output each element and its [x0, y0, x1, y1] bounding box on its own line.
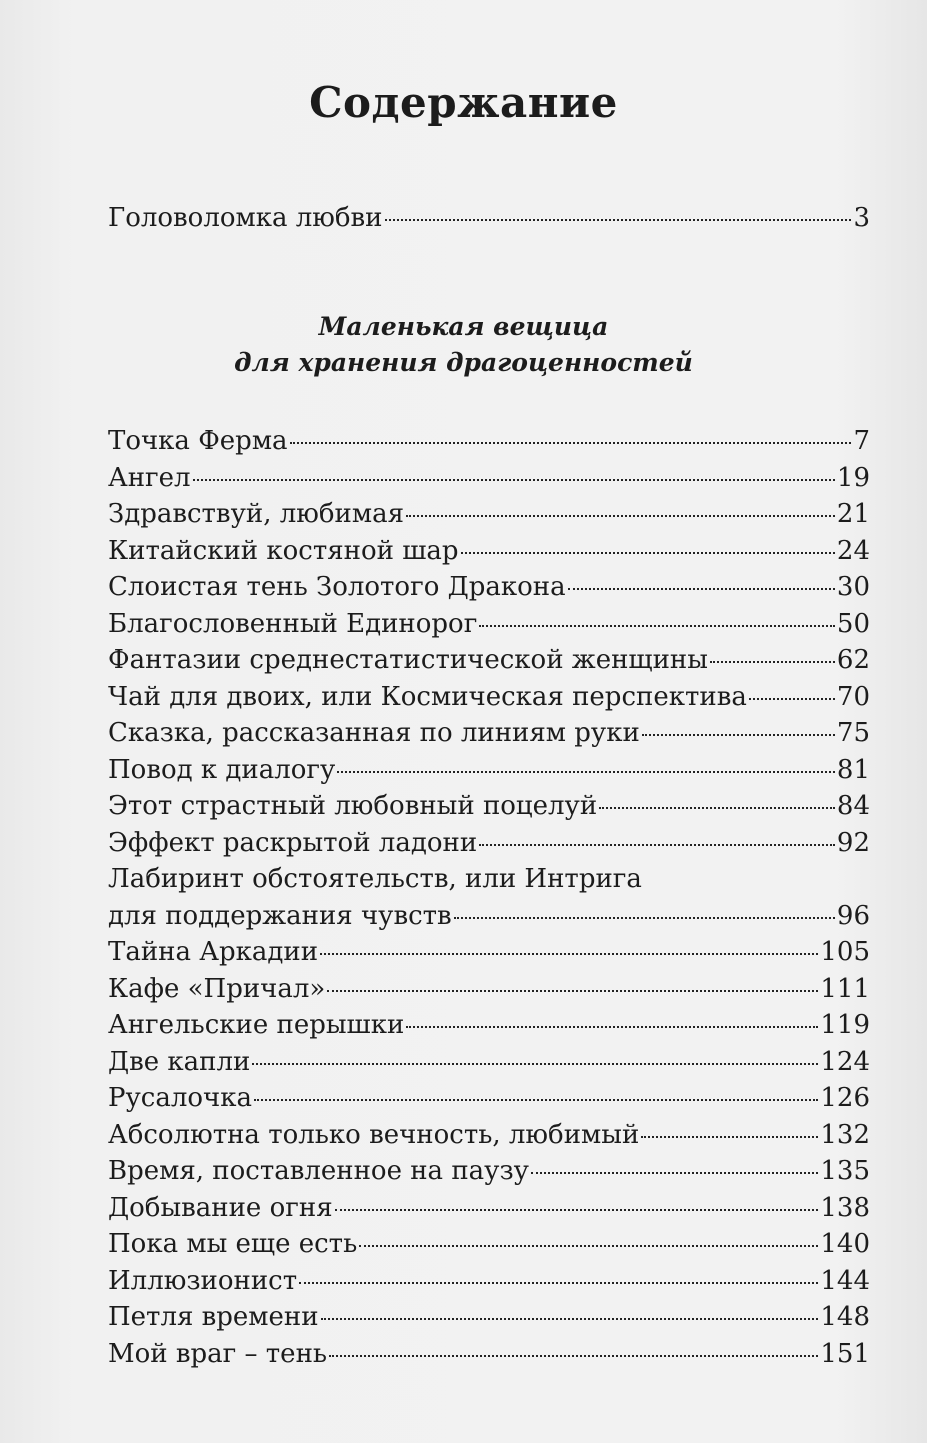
toc-entry: [108, 1336, 870, 1373]
toc-entry: [108, 898, 870, 935]
toc-entry-title: Эффект раскрытой ладони: [108, 827, 478, 858]
toc-entry: [108, 1044, 870, 1081]
toc-entry-title: Повод к диалогу: [108, 754, 336, 785]
toc-page-number: 132: [820, 1119, 870, 1150]
toc-page-number: 111: [820, 973, 870, 1004]
toc-dot-leader: [531, 1172, 818, 1174]
toc-entry-title: Пока мы еще есть: [108, 1229, 358, 1259]
toc-entry-title: Фантазии среднестатистической женщины: [108, 645, 708, 675]
toc-entry-title: Точка Ферма: [108, 426, 288, 456]
toc-entry-title: Головоломка любви: [108, 203, 383, 233]
toc-dot-leader: [320, 953, 818, 955]
toc-entry: [108, 533, 870, 570]
toc-entry: [108, 569, 870, 606]
toc-dot-leader: [406, 1026, 818, 1028]
toc-entry-title: Добывание огня: [108, 1192, 333, 1223]
toc-entry: [108, 679, 870, 716]
toc-entry: [108, 1153, 870, 1190]
toc-page-number: 105: [820, 937, 870, 967]
toc-entry: [108, 971, 870, 1008]
toc-dot-leader: [749, 698, 835, 700]
toc-entry-title: Петля времени: [108, 1302, 319, 1332]
toc-dot-leader: [642, 734, 835, 736]
toc-page-number: 84: [836, 791, 870, 821]
toc-dot-leader: [337, 771, 835, 773]
toc-entry: [108, 1007, 870, 1044]
toc-entry-title: Русалочка: [108, 1083, 252, 1113]
toc-entry: [108, 934, 870, 971]
toc-dot-leader: [461, 552, 835, 554]
section-heading-line2: для хранения драгоценностей: [234, 348, 693, 377]
toc-entry-title: Благословенный Единорог: [108, 608, 478, 639]
toc-page-number: 119: [820, 1010, 870, 1040]
toc-entry: [108, 606, 870, 643]
toc-page-number: 144: [820, 1265, 870, 1296]
toc-page-number: 124: [820, 1046, 870, 1077]
toc-dot-leader: [385, 219, 852, 221]
toc-entry-title: Китайский костяной шар: [108, 535, 459, 566]
toc-dot-leader: [329, 1355, 818, 1357]
toc-entry: [108, 200, 870, 237]
toc-page-number: 62: [836, 645, 870, 675]
toc-dot-leader: [193, 479, 835, 481]
toc-entry: [108, 861, 870, 898]
toc-page-number: 148: [820, 1302, 870, 1332]
toc-entry-title: Ангел: [108, 462, 191, 493]
toc-entry-title: Ангельские перышки: [108, 1010, 405, 1040]
toc-entry: [108, 752, 870, 789]
toc-entry: [108, 496, 870, 533]
toc-entry: [108, 1263, 870, 1300]
toc-page-number: 3: [853, 203, 870, 233]
toc-page-number: 96: [836, 900, 870, 931]
toc-entry-title: Мой враг – тень: [108, 1338, 328, 1369]
toc-entry-title: Время, поставленное на паузу: [108, 1156, 529, 1186]
toc-entry-title: Здравствуй, любимая: [108, 499, 404, 529]
toc-entry: [108, 423, 870, 460]
toc-entry-title: Лабиринт обстоятельств, или Интрига: [108, 864, 642, 894]
toc-dot-leader: [710, 661, 835, 663]
toc-entry: [108, 1190, 870, 1227]
toc-page-number: 19: [836, 462, 870, 493]
toc-entry-title: Сказка, рассказанная по линиям руки: [108, 718, 640, 748]
toc-entry-title: Чай для двоих, или Космическая перспектива: [108, 681, 747, 712]
toc-dot-leader: [335, 1209, 819, 1211]
toc-main-list: [108, 423, 870, 1372]
toc-page-number: 50: [836, 608, 870, 639]
toc-dot-leader: [479, 625, 835, 627]
toc-page-number: 7: [853, 426, 870, 456]
toc-dot-leader: [599, 807, 835, 809]
section-heading-line1: Маленькая вещица: [318, 312, 609, 341]
toc-page-number: 81: [836, 754, 870, 785]
toc-entry: [108, 715, 870, 752]
toc-entry-title: Этот страстный любовный поцелуй: [108, 791, 598, 821]
toc-entry-title: Две капли: [108, 1046, 251, 1077]
toc-dot-leader: [641, 1136, 818, 1138]
toc-entry: [108, 460, 870, 497]
toc-entry-title: Иллюзионист: [108, 1265, 298, 1296]
toc-entry: [108, 1117, 870, 1154]
page-title: Содержание: [309, 78, 618, 127]
toc-dot-leader: [290, 442, 852, 444]
toc-page-number: 21: [836, 499, 870, 529]
toc-entry: [108, 1080, 870, 1117]
toc-entry-title: Абсолютна только вечность, любимый: [108, 1119, 640, 1150]
toc-page-number: 135: [820, 1156, 870, 1186]
toc-dot-leader: [321, 1318, 819, 1320]
toc-page-number: 70: [836, 681, 870, 712]
toc-dot-leader: [568, 588, 835, 590]
toc-entry: [108, 1226, 870, 1263]
toc-dot-leader: [299, 1282, 818, 1284]
toc-entry: [108, 642, 870, 679]
toc-dot-leader: [252, 1063, 818, 1065]
toc-entry: [108, 1299, 870, 1336]
toc-page-number: 24: [836, 535, 870, 566]
toc-dot-leader: [454, 917, 835, 919]
toc-page-number: 30: [836, 572, 870, 602]
toc-dot-leader: [327, 990, 818, 992]
toc-page-number: 126: [820, 1083, 870, 1113]
toc-entry-title: для поддержания чувств: [108, 900, 452, 931]
toc-page-number: 140: [820, 1229, 870, 1259]
toc-intro-list: [108, 200, 870, 237]
toc-page-number: 138: [820, 1192, 870, 1223]
toc-entry: [108, 788, 870, 825]
toc-entry: [108, 825, 870, 862]
toc-page-number: 151: [820, 1338, 870, 1369]
toc-page-number: 75: [836, 718, 870, 748]
toc-entry-title: Тайна Аркадии: [108, 937, 319, 967]
toc-entry-title: Слоистая тень Золотого Дракона: [108, 572, 566, 602]
toc-entry-title: Кафе «Причал»: [108, 973, 326, 1004]
toc-dot-leader: [406, 515, 835, 517]
toc-dot-leader: [359, 1245, 818, 1247]
toc-dot-leader: [254, 1099, 818, 1101]
toc-page-number: 92: [836, 827, 870, 858]
toc-dot-leader: [479, 844, 835, 846]
